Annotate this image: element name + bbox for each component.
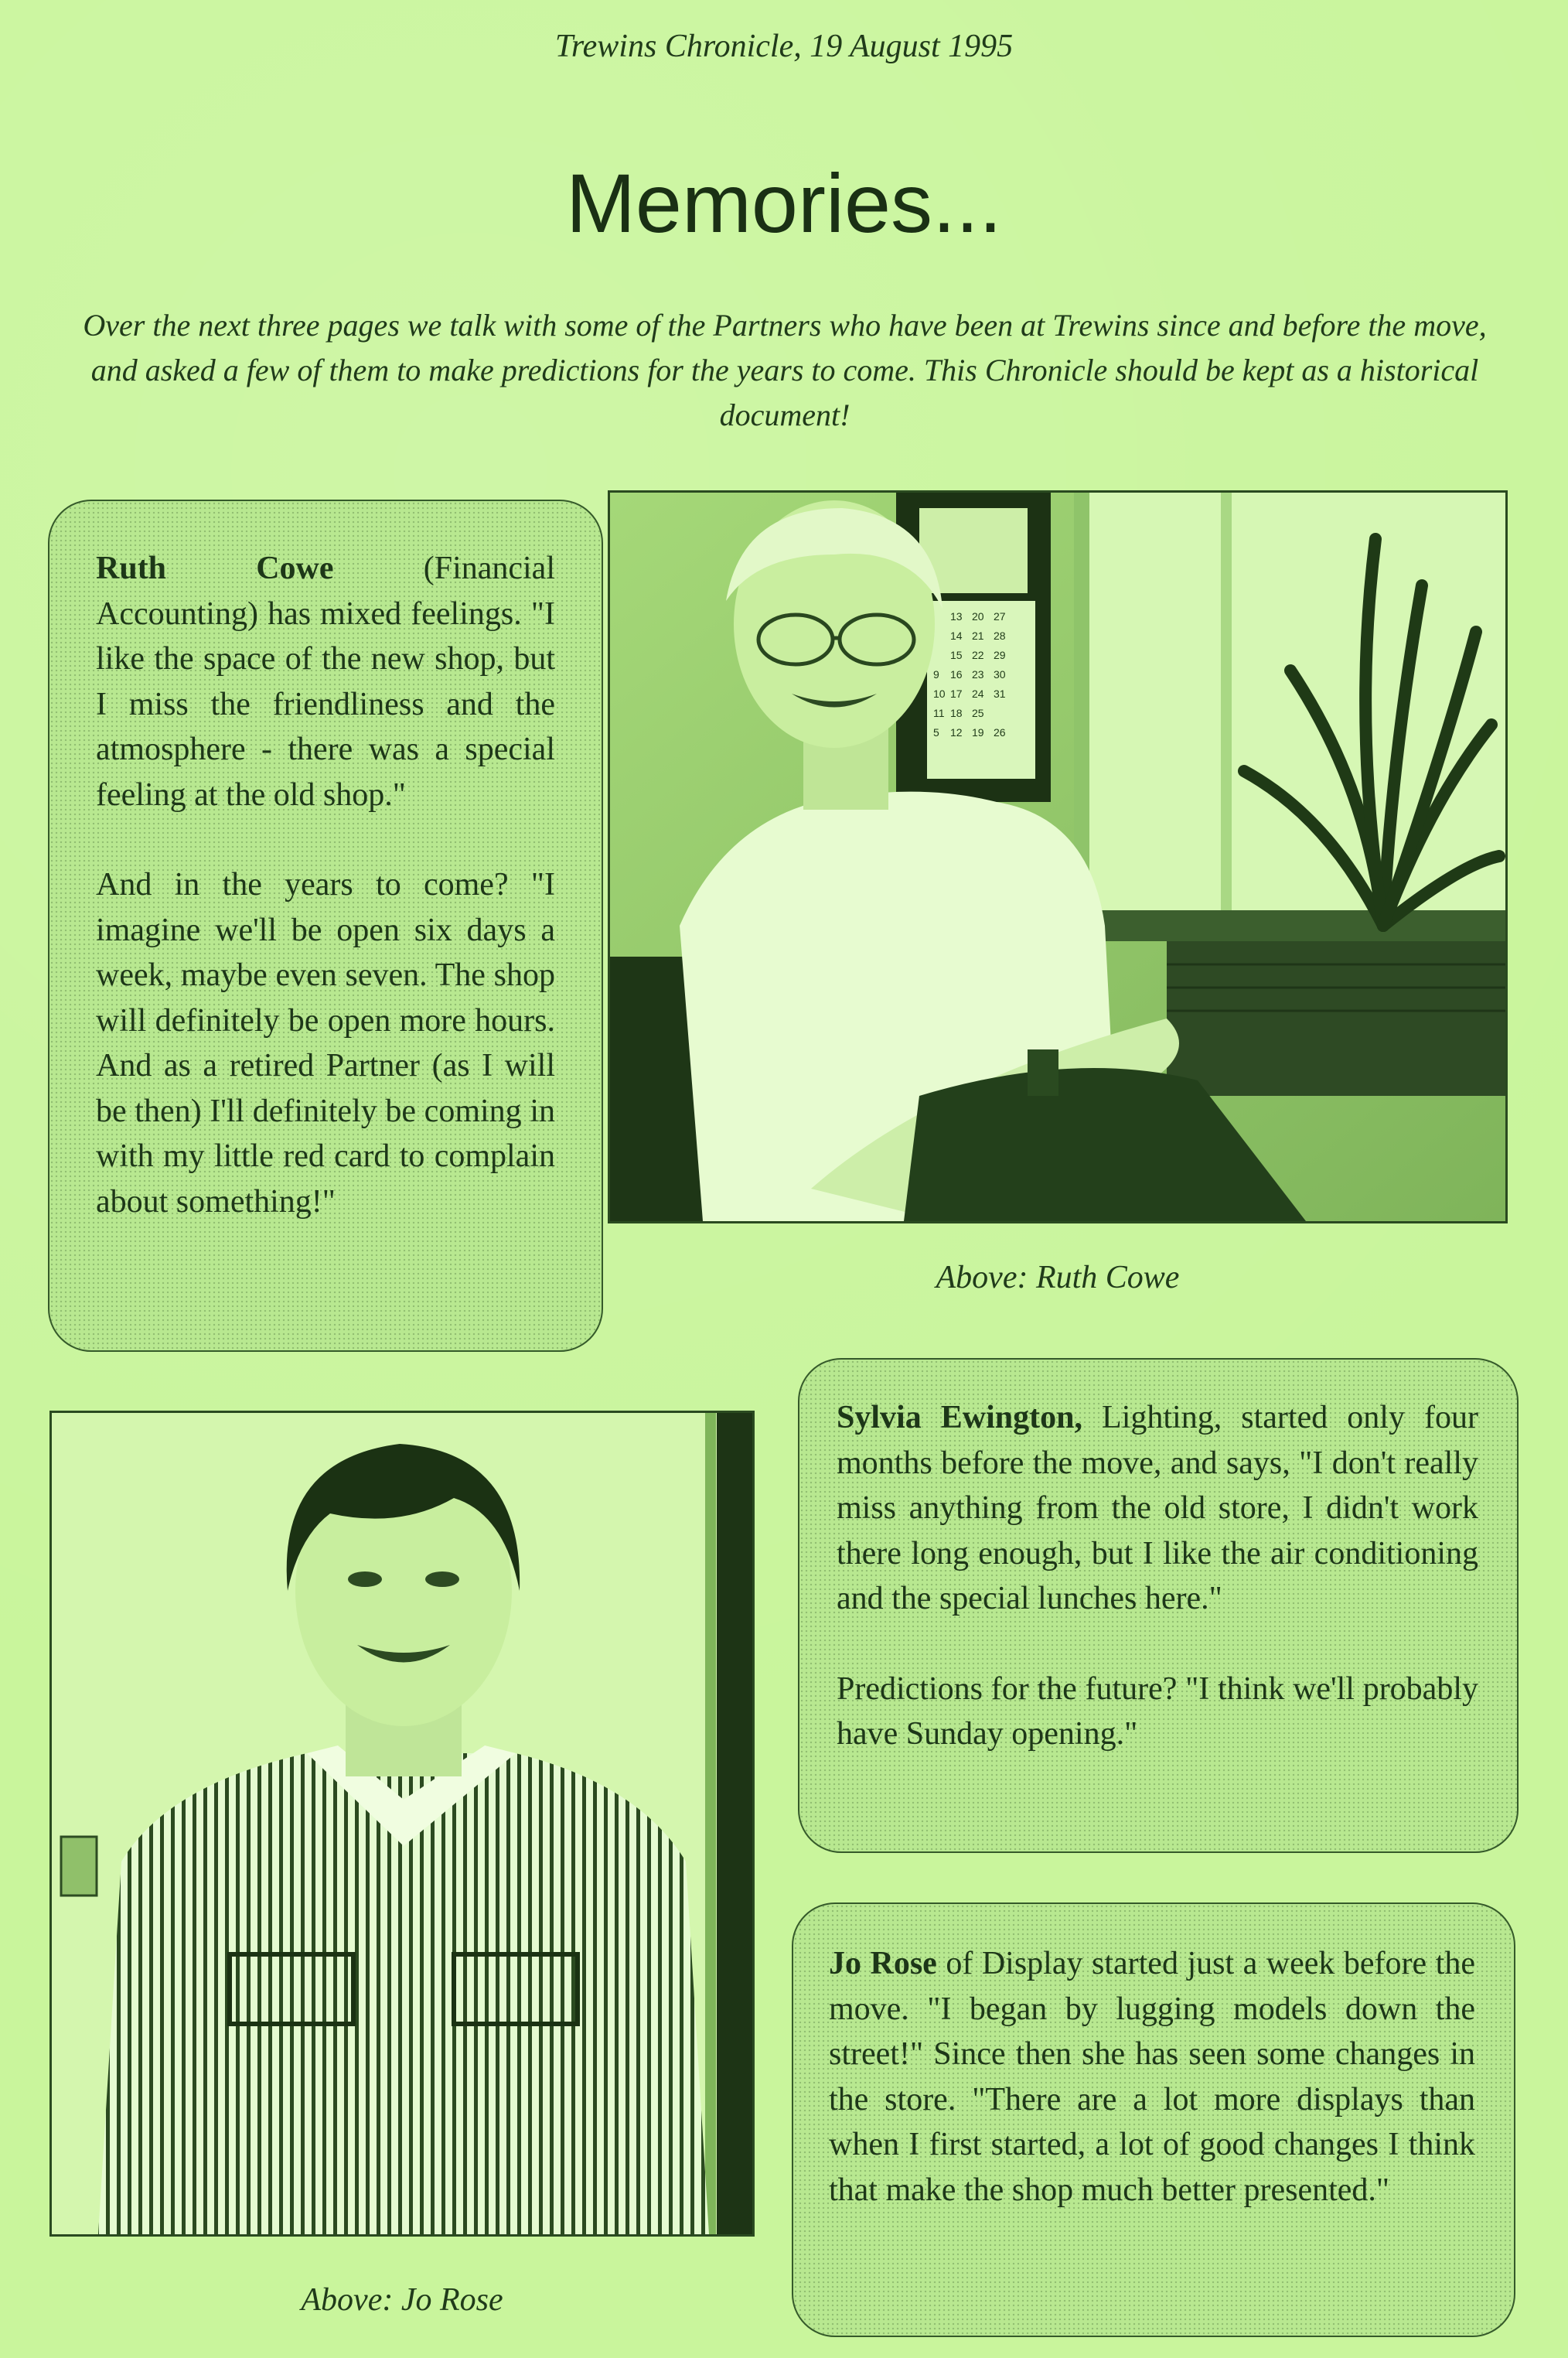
sylvia-paragraph-1-text: Lighting, started only four months before the move, and says, "I don't really miss anything from the old store, I didn't work there long enough, but I like the air conditioning and the special lunches here." [837,1400,1478,1616]
svg-text:9: 9 [933,668,939,681]
ruth-name: Ruth Cowe [96,551,334,586]
ruth-cowe-photo [608,490,1508,1223]
ruth-paragraph-1-text: (Financial Accounting) has mixed feelings. "I like the space of the new shop, but I miss the friendliness and the atmosphere - there was a special feeling at the old shop." [96,551,555,813]
jo-rose-photo [49,1411,755,2237]
svg-text:29: 29 [994,649,1006,661]
svg-text:18: 18 [950,707,963,719]
intro-paragraph: Over the next three pages we talk with some of the Partners who have been at Trewins since and before the move, and asked a few of them to make predictions for the years to come. This Chronicle should be kept as a historical document! [83,308,1487,432]
svg-text:16: 16 [950,668,963,681]
svg-text:10: 10 [933,688,946,700]
svg-text:5: 5 [933,726,939,739]
sylvia-paragraph-2: Predictions for the future? "I think we'll probably have Sunday opening." [837,1670,1478,1752]
svg-text:23: 23 [972,668,984,681]
svg-text:12: 12 [950,726,963,739]
svg-text:24: 24 [972,688,984,700]
svg-text:28: 28 [994,630,1006,642]
svg-text:17: 17 [950,688,963,700]
ruth-cowe-article [48,500,603,1352]
ruth-cowe-caption: Above: Ruth Cowe [936,1260,1180,1295]
ruth-cowe-photo-image [610,493,1505,1221]
svg-text:25: 25 [972,707,984,719]
ruth-paragraph-1 [96,546,555,817]
svg-text:21: 21 [972,630,984,642]
svg-text:27: 27 [994,610,1006,623]
svg-text:30: 30 [994,668,1006,681]
svg-text:11: 11 [933,707,945,719]
sylvia-name: Sylvia Ewington, [837,1400,1082,1435]
jo-paragraph-1-text: of Display started just a week before the move. "I began by lugging models down the street!" Since then she has seen some changes in the store. "There are a lot more displays than when I first started, a lot of good changes I think that make the shop much better presented." [829,1946,1475,2208]
sylvia-paragraph-1 [837,1395,1478,1622]
svg-text:31: 31 [994,688,1006,700]
svg-text:22: 22 [972,649,984,661]
jo-rose-caption: Above: Jo Rose [301,2282,503,2318]
svg-text:26: 26 [994,726,1006,739]
svg-text:15: 15 [950,649,963,661]
issue-date-line: Trewins Chronicle, 19 August 1995 [554,29,1014,64]
page-title: Memories... [565,156,1003,250]
jo-rose-photo-image [52,1413,752,2234]
jo-rose-article [792,1902,1515,2337]
svg-text:13: 13 [950,610,963,623]
svg-text:14: 14 [950,630,963,642]
ruth-paragraph-2: And in the years to come? "I imagine we'll be open six days a week, maybe even seven. The shop will definitely be open more hours. And as a retired Partner (as I will be then) I'll definitely be coming in with my little red card to complain about something!" [96,867,555,1220]
jo-paragraph-1 [829,1941,1475,2213]
sylvia-ewington-article [798,1358,1519,1853]
svg-text:20: 20 [972,610,984,623]
jo-name: Jo Rose [829,1946,937,1981]
svg-text:19: 19 [972,726,984,739]
